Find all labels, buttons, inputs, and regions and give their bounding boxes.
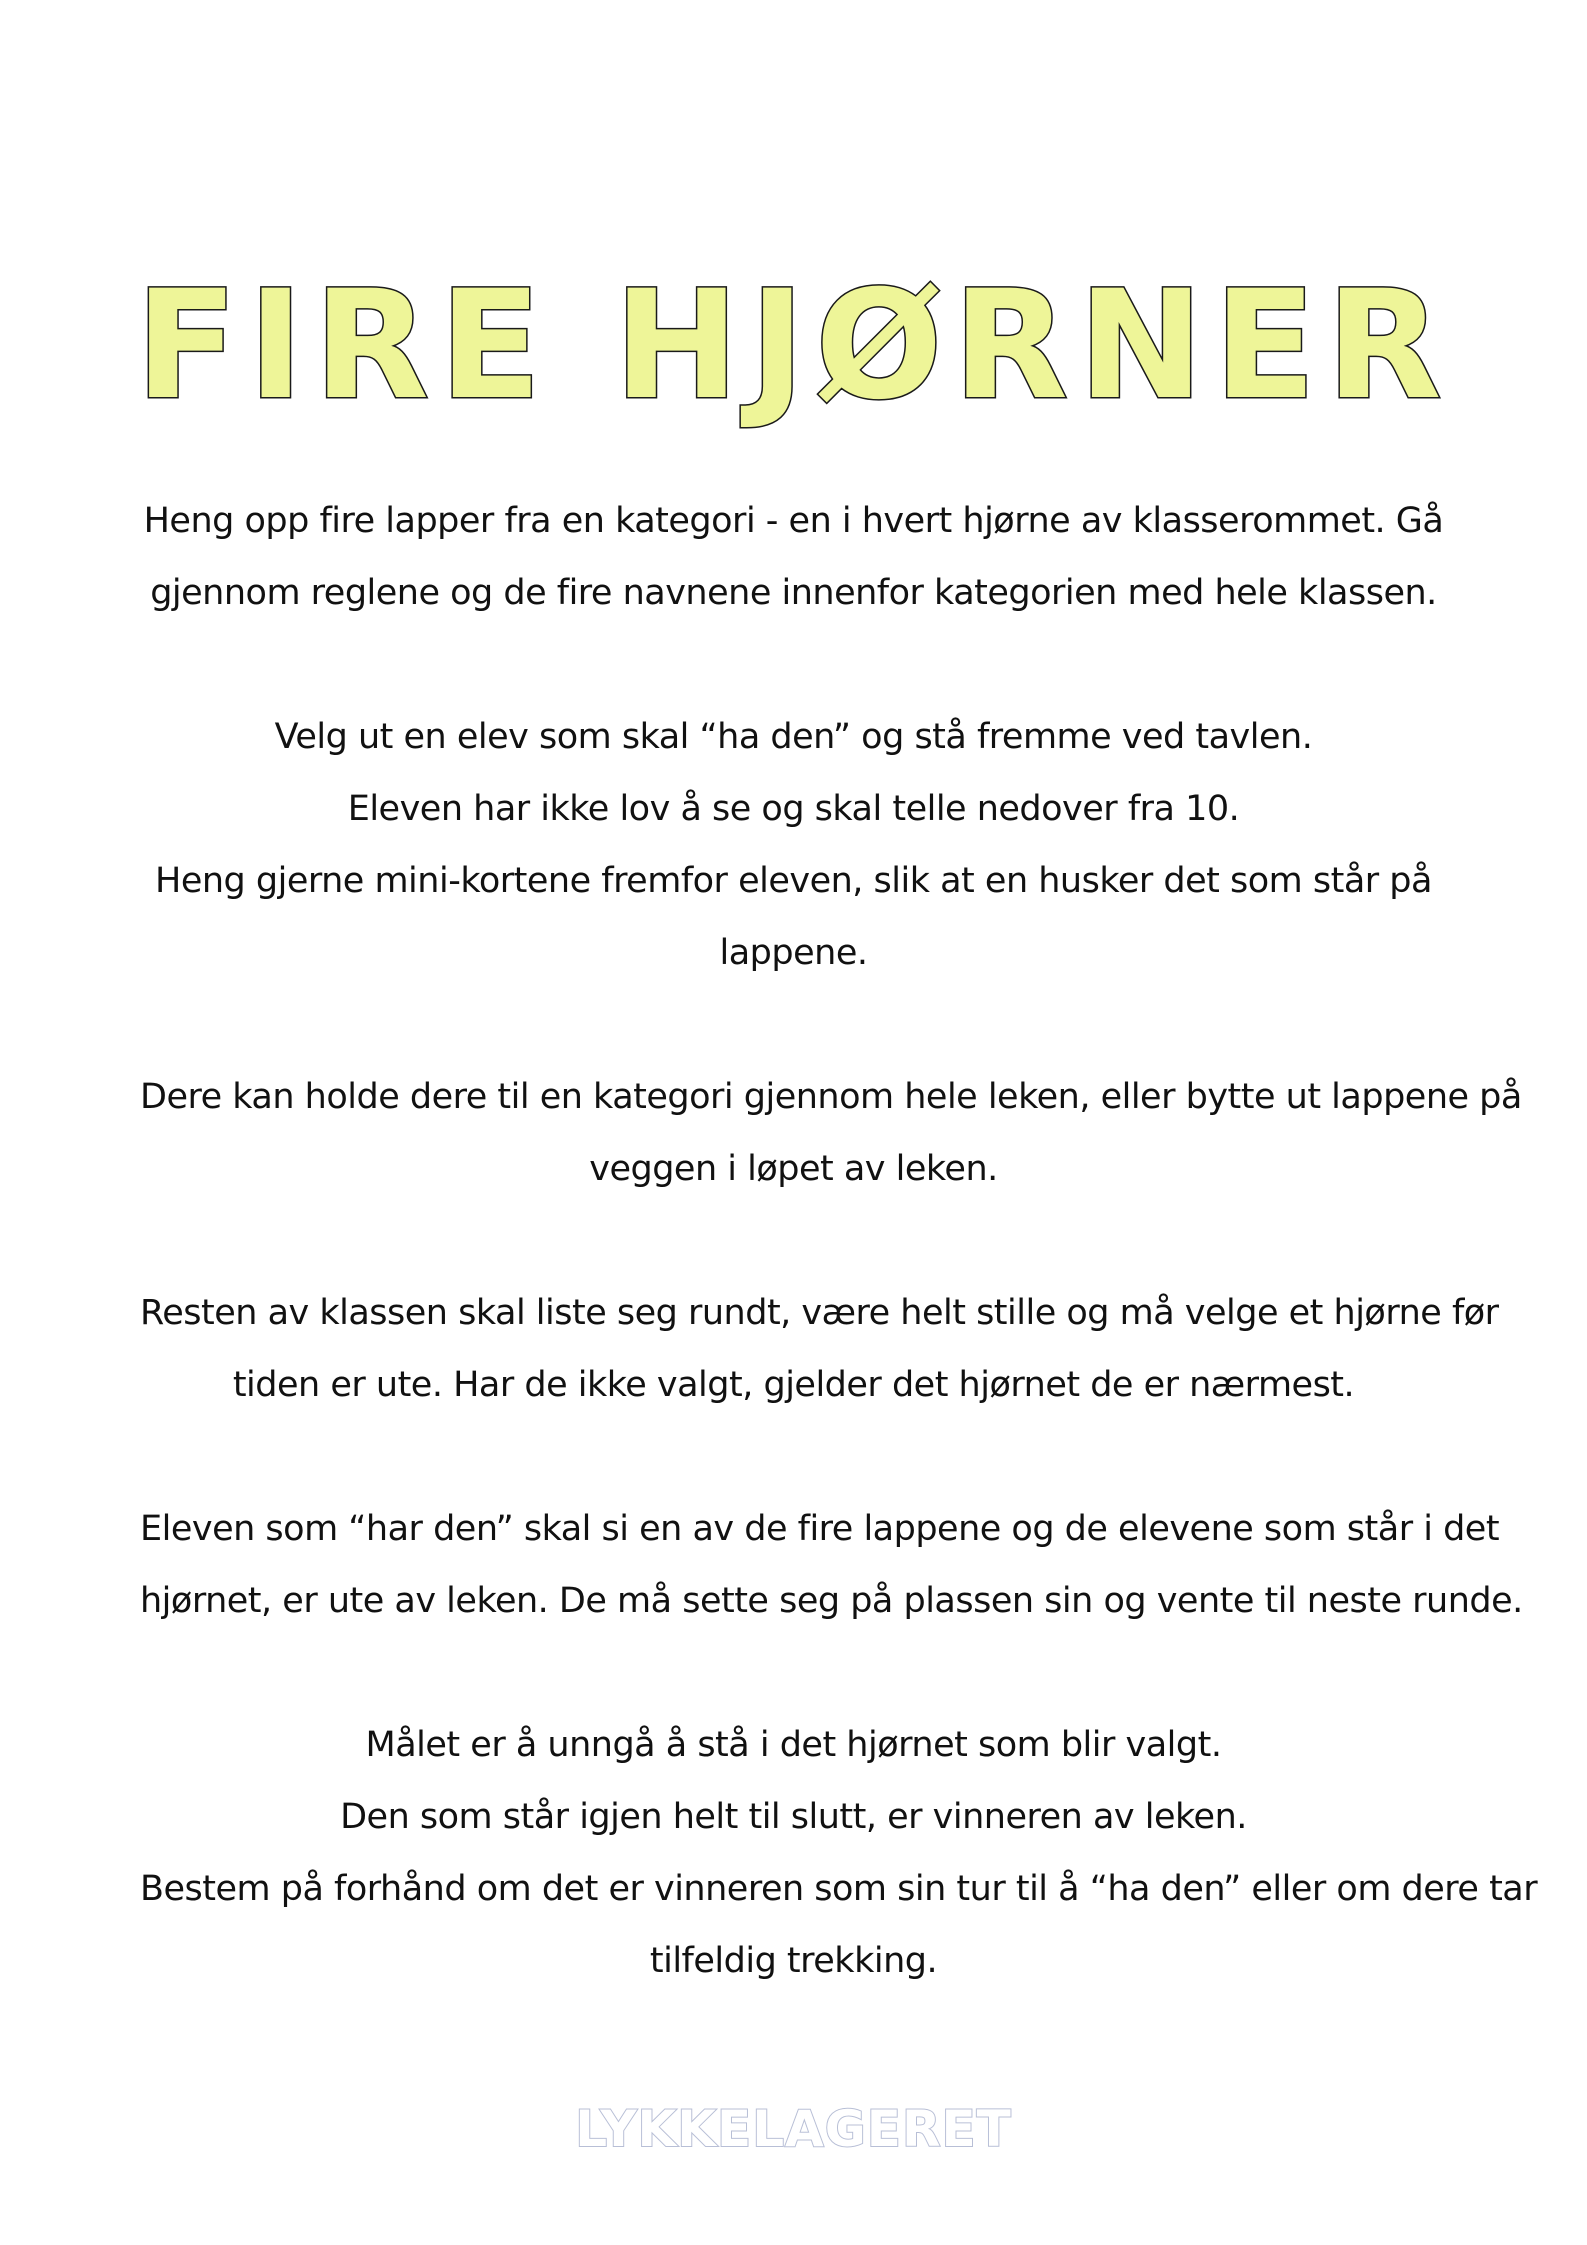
brand-logo: LYKKELAGERET: [575, 2100, 1012, 2158]
paragraph-1: [140, 485, 1447, 629]
text-line: tilfeldig trekking.: [649, 1941, 938, 1981]
paragraph-6: [140, 1709, 1538, 1997]
text-line: veggen i løpet av leken.: [589, 1149, 998, 1189]
text-line: Eleven har ikke lov å se og skal telle nedover fra 10.: [347, 789, 1240, 829]
paragraph-2: [140, 701, 1447, 989]
text-line: hjørnet, er ute av leken. De må sette seg på plassen sin og vente til neste runde.: [140, 1581, 1523, 1621]
text-line: Heng opp fire lapper fra en kategori - en i hvert hjørne av klasserommet. Gå: [143, 501, 1444, 541]
text-line: Heng gjerne mini-kortene fremfor eleven, slik at en husker det som står på: [155, 861, 1432, 901]
text-line: Den som står igjen helt til slutt, er vinneren av leken.: [340, 1797, 1247, 1837]
paragraph-3: [140, 1061, 1522, 1205]
text-line: Målet er å unngå å stå i det hjørnet som blir valgt.: [365, 1725, 1222, 1765]
page-title: FIRE HJØRNER: [135, 258, 1452, 433]
paragraph-5: [140, 1493, 1523, 1637]
text-line: Dere kan holde dere til en kategori gjennom hele leken, eller bytte ut lappene på: [140, 1077, 1522, 1117]
text-line: gjennom reglene og de fire navnene innenfor kategorien med hele klassen.: [150, 573, 1437, 613]
text-line: Velg ut en elev som skal “ha den” og stå fremme ved tavlen.: [274, 717, 1313, 757]
paragraph-4: [140, 1277, 1499, 1421]
text-line: tiden er ute. Har de ikke valgt, gjelder det hjørnet de er nærmest.: [232, 1365, 1355, 1405]
text-line: Eleven som “har den” skal si en av de fire lappene og de elevene som står i det: [140, 1509, 1500, 1549]
text-line: Resten av klassen skal liste seg rundt, være helt stille og må velge et hjørne før: [140, 1293, 1499, 1333]
instructions-body: [140, 485, 1538, 1997]
text-line: Bestem på forhånd om det er vinneren som sin tur til å “ha den” eller om dere tar: [140, 1869, 1538, 1909]
text-line: lappene.: [719, 933, 868, 973]
